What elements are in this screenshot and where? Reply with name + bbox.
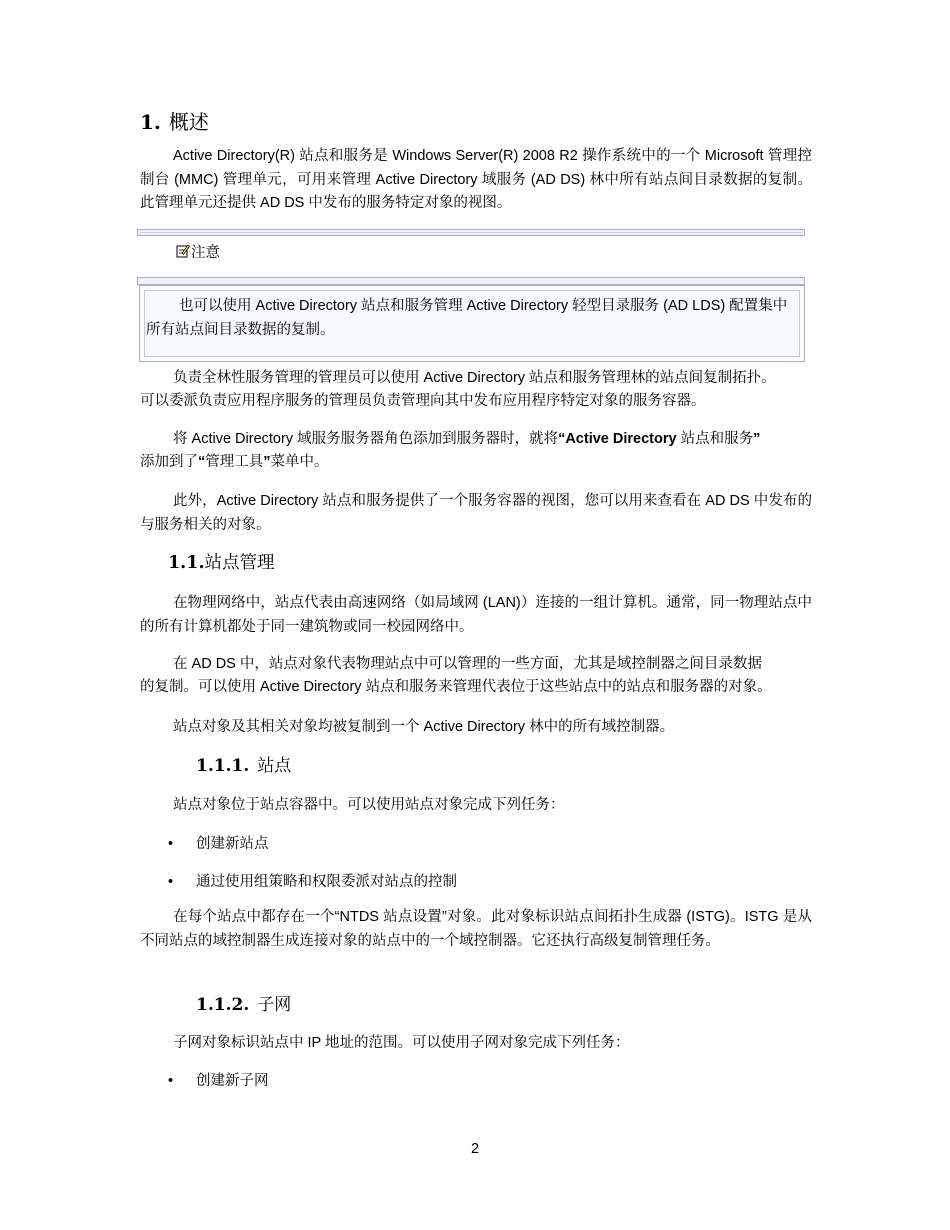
section-heading-1-1-1: [196, 751, 291, 776]
note-heading: [176, 241, 220, 262]
page-number: 2: [470, 1141, 480, 1157]
section-number: 1.1.2.: [196, 995, 250, 1015]
role-bold-open: “Active Directory: [558, 431, 677, 447]
role-line2-text: 管理工具: [205, 454, 264, 470]
paragraph-service-container: 此外，Active Directory 站点和服务提供了一个服务容器的视图，您可以用来查看在 AD DS 中发布的与服务相关的对象。: [140, 493, 812, 533]
note-text: 也可以使用 Active Directory 站点和服务管理 Active Directory 轻型目录服务 (AD LDS) 配置集中所有站点间目录数据的复制。: [146, 298, 788, 338]
section-number: 1.: [140, 110, 161, 134]
paragraph-role-line1: [173, 428, 760, 452]
bullet-glyph: •: [168, 1073, 174, 1089]
bullet-glyph: •: [168, 874, 174, 890]
role-text-mid: 站点和服务: [676, 431, 754, 447]
section-title: 概述: [168, 110, 209, 134]
paragraph-admin-line2: 可以委派负责应用程序服务的管理员负责管理向其中发布应用程序特定对象的服务容器。: [140, 393, 706, 409]
note-pencil-icon: [176, 244, 190, 258]
list-item: [168, 1069, 269, 1090]
paragraph-physical-network: 在物理网络中，站点代表由高速网络（如局域网 (LAN)）连接的一组计算机。通常，同一物理站点中的所有计算机都处于同一建筑物或同一校园网络中。: [140, 595, 812, 635]
section-title: 子网: [257, 995, 292, 1015]
list-item-text: 创建新子网: [196, 1073, 269, 1089]
section-heading-1-1: [168, 549, 275, 574]
list-item-text: 通过使用组策略和权限委派对站点的控制: [196, 874, 457, 890]
section-heading-1: [140, 106, 209, 135]
note-header-bar: [137, 229, 805, 236]
paragraph-replicated: 站点对象及其相关对象均被复制到一个 Active Directory 林中的所有域控制器。: [173, 719, 675, 735]
role-line2-quote-open: “: [198, 454, 206, 470]
section-number: 1.1.: [168, 553, 205, 573]
section-heading-1-1-2: [196, 990, 291, 1015]
role-line2-prefix: 添加到了: [140, 454, 198, 470]
note-label: 注意: [191, 245, 220, 261]
section-number: 1.1.1.: [196, 756, 250, 776]
list-item: [168, 832, 269, 853]
section-title: 站点管理: [204, 553, 275, 573]
bullet-glyph: •: [168, 836, 174, 852]
paragraph-adds-line1: 在 AD DS 中，站点对象代表物理站点中可以管理的一些方面，尤其是域控制器之间目录数据: [173, 656, 762, 672]
paragraph-site-tasks: 站点对象位于站点容器中。可以使用站点对象完成下列任务：: [173, 797, 565, 813]
paragraph-intro: Active Directory(R) 站点和服务是 Windows Server(R) 2008 R2 操作系统中的一个 Microsoft 管理控制台 (MMC) 管理单元，可用来管理 Active Directory 域服务 (AD DS) 林中所有站点间目录数据的复制。此管理单元还提供 AD DS 中发布的服务特定对象的视图。: [140, 148, 812, 211]
role-line2-quote-close: ”: [263, 454, 271, 470]
list-item-text: 创建新站点: [196, 836, 269, 852]
paragraph-adds-line2: 的复制。可以使用 Active Directory 站点和服务来管理代表位于这些站点中的站点和服务器的对象。: [140, 679, 772, 695]
list-item: [168, 870, 457, 891]
role-bold-close: ”: [753, 431, 761, 447]
paragraph-role-line2: [140, 451, 329, 475]
role-line2-suffix: 菜单中。: [270, 454, 329, 470]
section-title: 站点: [257, 756, 292, 776]
paragraph-admin-line1: 负责全林性服务管理的管理员可以使用 Active Directory 站点和服务管理林的站点间复制拓扑。: [173, 370, 776, 386]
role-text-before: 将 Active Directory 域服务服务器角色添加到服务器时，就将: [173, 431, 559, 447]
note-separator: [137, 277, 805, 285]
paragraph-subnet-tasks: 子网对象标识站点中 IP 地址的范围。可以使用子网对象完成下列任务：: [173, 1035, 630, 1051]
paragraph-ntds: 在每个站点中都存在一个“NTDS 站点设置”对象。此对象标识站点间拓扑生成器 (ISTG)。ISTG 是从不同站点的域控制器生成连接对象的站点中的一个域控制器。它还执行高级复制管理任务。: [140, 909, 812, 949]
